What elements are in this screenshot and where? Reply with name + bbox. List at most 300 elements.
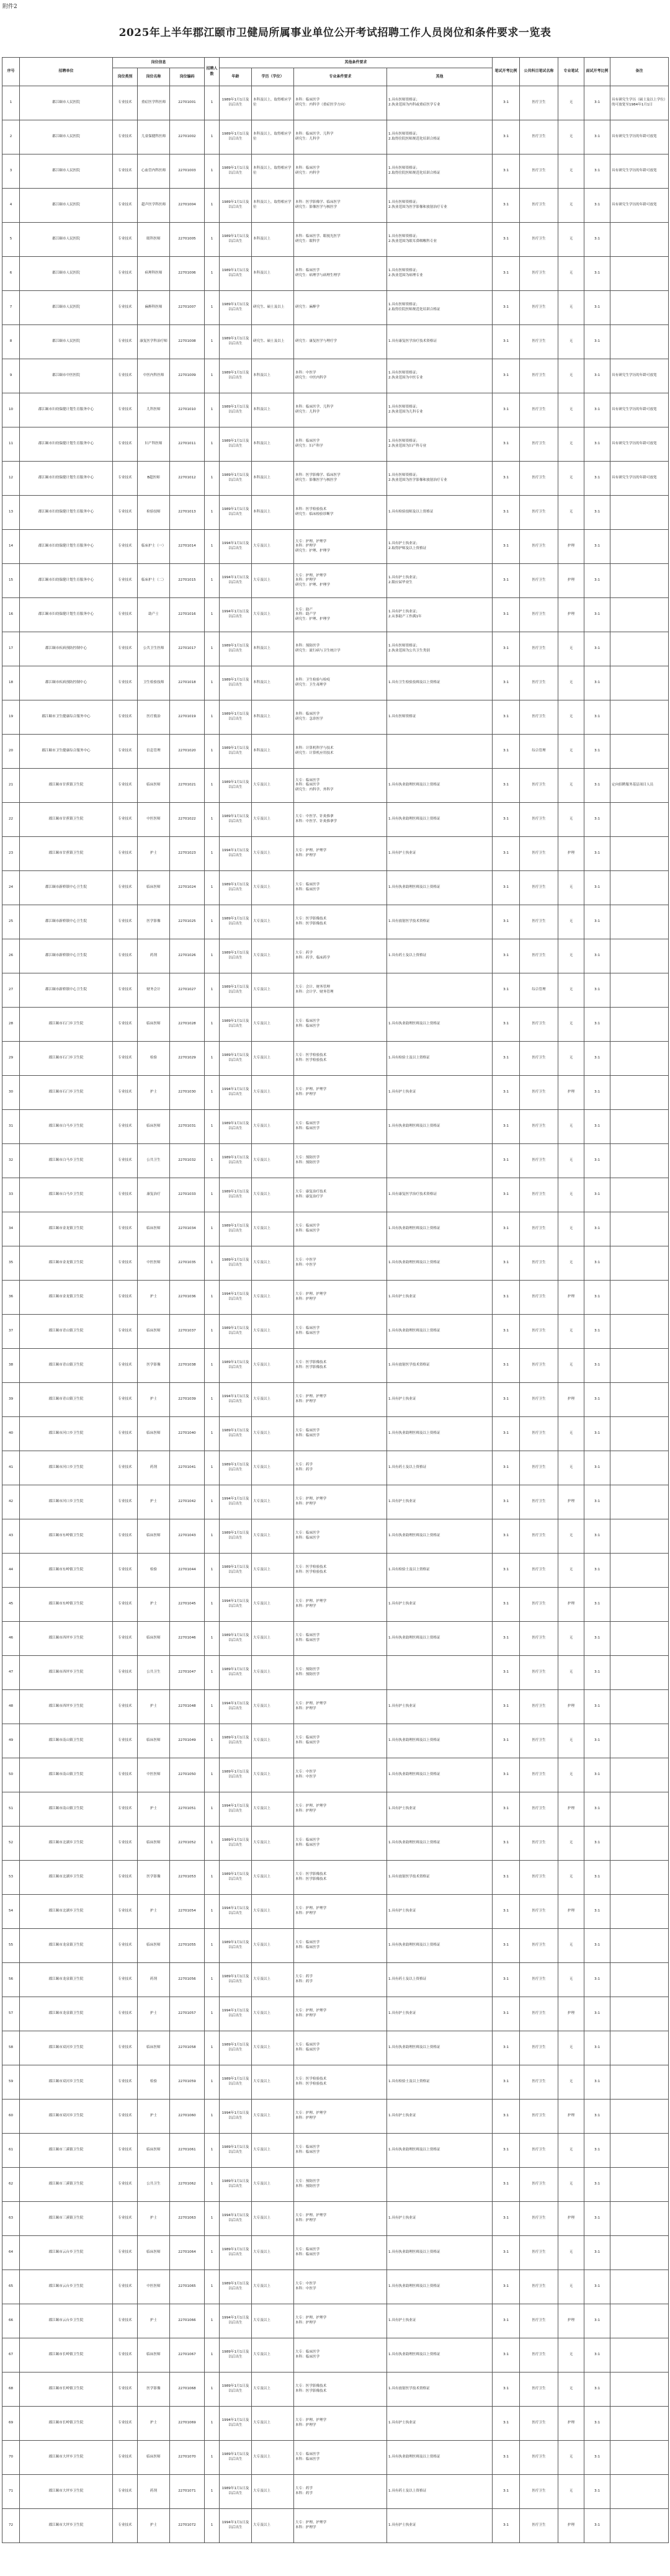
- cell-pro-test: 无: [558, 2270, 584, 2304]
- cell-quota: 1: [205, 2031, 220, 2065]
- cell-post-type: 专业技术: [113, 1008, 138, 1042]
- cell-post-name: 中医医师: [138, 1758, 170, 1792]
- cell-interview: 3:1: [584, 700, 610, 735]
- cell-major: 大专：护理、护理学 本科：护理学: [294, 1792, 387, 1827]
- cell-seq: 2: [2, 120, 20, 154]
- cell-exam-subject: 医疗卫生: [520, 393, 558, 427]
- cell-unit: 郡江颐市云台乡卫生院: [20, 2304, 113, 2338]
- cell-seq: 62: [2, 2168, 20, 2202]
- cell-interview: 3:1: [584, 1519, 610, 1554]
- cell-interview: 3:1: [584, 803, 610, 837]
- cell-interview: 3:1: [584, 393, 610, 427]
- cell-quota: 1: [205, 2509, 220, 2543]
- cell-pro-test: 无: [558, 1758, 584, 1792]
- cell-pro-test: 无: [558, 1724, 584, 1758]
- cell-major: 大专：临床医学 本科：临床医学: [294, 1622, 387, 1656]
- cell-post-name: 麻醉科医师: [138, 291, 170, 325]
- cell-quota: 1: [205, 496, 220, 530]
- cell-unit: 郡江颐市长岭镇卫生院: [20, 2373, 113, 2407]
- cell-age: 1994年1月1日及以后出生: [220, 2304, 252, 2338]
- cell-edu: 大专及以上: [252, 1417, 294, 1451]
- cell-interview: 3:1: [584, 2304, 610, 2338]
- cell-post-code: 22701038: [170, 1349, 205, 1383]
- cell-post-type: 专业技术: [113, 1315, 138, 1349]
- cell-edu: 大专及以上: [252, 1792, 294, 1827]
- cell-other: [387, 735, 493, 769]
- cell-interview: 3:1: [584, 939, 610, 973]
- cell-age: 1989年1月1日及以后出生: [220, 393, 252, 427]
- cell-unit: 郡江颐市双河乡卫生院: [20, 2031, 113, 2065]
- cell-unit: 郡江颐市卫生健康综合服务中心: [20, 700, 113, 735]
- cell-post-type: 专业技术: [113, 1758, 138, 1792]
- cell-exam-subject: 综合管理: [520, 973, 558, 1008]
- cell-pro-test: 无: [558, 769, 584, 803]
- table-row: [2, 496, 669, 530]
- table-row: [2, 1861, 669, 1895]
- cell-pro-test: 无: [558, 1178, 584, 1212]
- table-row: [2, 1929, 669, 1963]
- cell-post-name: 药剂: [138, 2475, 170, 2509]
- table-row: [2, 700, 669, 735]
- cell-pro-test: 护理: [558, 1792, 584, 1827]
- cell-edu: 大专及以上: [252, 2134, 294, 2168]
- cell-seq: 33: [2, 1178, 20, 1212]
- table-row: [2, 1212, 669, 1246]
- cell-post-name: 临床护士（二）: [138, 564, 170, 598]
- cell-remark: [610, 1827, 669, 1861]
- cell-remark: 具有研究生学历的年龄可放宽: [610, 154, 669, 189]
- cell-quota: 1: [205, 1861, 220, 1895]
- cell-edu: 大专及以上: [252, 2338, 294, 2373]
- cell-post-type: 专业技术: [113, 1963, 138, 1997]
- cell-other: 1.具有护士执业证: [387, 2304, 493, 2338]
- cell-major: 大专：护理、护理学 本科：护理学: [294, 1997, 387, 2031]
- cell-remark: [610, 803, 669, 837]
- cell-pro-test: 无: [558, 1417, 584, 1451]
- table-row: [2, 189, 669, 223]
- cell-interview: 3:1: [584, 496, 610, 530]
- cell-age: 1989年1月1日及以后出生: [220, 1929, 252, 1963]
- cell-pro-test: 无: [558, 632, 584, 666]
- cell-exam-ratio: 3:1: [493, 1690, 520, 1724]
- cell-exam-ratio: 3:1: [493, 1963, 520, 1997]
- attachment-label: 附件2: [2, 4, 17, 10]
- cell-interview: 3:1: [584, 632, 610, 666]
- cell-other: 1.具有护士执业证: [387, 1997, 493, 2031]
- cell-post-type: 专业技术: [113, 1383, 138, 1417]
- cell-major: 大专：护理、护理学 本科：护理学 研究生：护理、护理学: [294, 564, 387, 598]
- cell-other: 1.具有护士执业证: [387, 2509, 493, 2543]
- cell-other: 1.具有检验技师及以上资格证: [387, 496, 493, 530]
- cell-major: 大专：护理、护理学 本科：护理学: [294, 1076, 387, 1110]
- cell-post-type: 专业技术: [113, 1929, 138, 1963]
- cell-other: 1.具有卫生检验技师及以上资格证: [387, 666, 493, 700]
- cell-seq: 63: [2, 2202, 20, 2236]
- cell-edu: 大专及以上: [252, 1485, 294, 1519]
- cell-pro-test: 无: [558, 291, 584, 325]
- cell-post-name: 临床医师: [138, 1827, 170, 1861]
- cell-post-name: 药剂: [138, 1963, 170, 1997]
- cell-remark: 具有研究生学历的年龄可放宽: [610, 462, 669, 496]
- cell-edu: 大专及以上: [252, 1724, 294, 1758]
- cell-unit: 郡江颐市南山镇卫生院: [20, 1758, 113, 1792]
- cell-pro-test: 护理: [558, 1383, 584, 1417]
- cell-interview: 3:1: [584, 666, 610, 700]
- cell-remark: [610, 905, 669, 939]
- cell-exam-ratio: 3:1: [493, 735, 520, 769]
- cell-major: 大专：临床医学 本科：临床医学: [294, 1827, 387, 1861]
- cell-unit: 郡江颐市三溪镇卫生院: [20, 2134, 113, 2168]
- cell-seq: 18: [2, 666, 20, 700]
- cell-age: 1994年1月1日及以后出生: [220, 1690, 252, 1724]
- table-row: [2, 598, 669, 632]
- cell-pro-test: 无: [558, 2168, 584, 2202]
- cell-post-name: 心血管内科医师: [138, 154, 170, 189]
- cell-other: 1.具有医师资格证； 2.取得住院医师规范化培训合格证: [387, 154, 493, 189]
- cell-age: 1989年1月1日及以后出生: [220, 2373, 252, 2407]
- cell-pro-test: 无: [558, 666, 584, 700]
- cell-remark: [610, 291, 669, 325]
- cell-other: 1.具有医师资格证； 2.执业范围为医学影像和放射治疗专业: [387, 462, 493, 496]
- cell-age: 1994年1月1日及以后出生: [220, 837, 252, 871]
- cell-unit: 郡江颐市人民医院: [20, 257, 113, 291]
- table-row: [2, 2100, 669, 2134]
- cell-seq: 68: [2, 2373, 20, 2407]
- table-row: [2, 2304, 669, 2338]
- cell-other: 1.具有护士执业证； 2.取得护师及以上资格证: [387, 530, 493, 564]
- cell-post-type: 专业技术: [113, 1281, 138, 1315]
- cell-pro-test: 无: [558, 905, 584, 939]
- cell-quota: 1: [205, 1349, 220, 1383]
- cell-edu: 本科及以上: [252, 223, 294, 257]
- document-title: 2025年上半年郡江颐市卫健局所属事业单位公开考试招聘工作人员岗位和条件要求一览表: [118, 27, 552, 39]
- cell-age: 1989年1月1日及以后出生: [220, 2441, 252, 2475]
- cell-exam-ratio: 3:1: [493, 2373, 520, 2407]
- cell-interview: 3:1: [584, 223, 610, 257]
- cell-edu: 大专及以上: [252, 1997, 294, 2031]
- cell-age: 1994年1月1日及以后出生: [220, 1076, 252, 1110]
- cell-unit: 郡江颐市东岭镇卫生院: [20, 1588, 113, 1622]
- cell-major: 大专：临床医学 本科：临床医学: [294, 1212, 387, 1246]
- cell-edu: 研究生、硕士及以上: [252, 325, 294, 359]
- cell-age: 1989年1月1日及以后出生: [220, 359, 252, 393]
- cell-other: 1.具有执业助理医师及以上资格证: [387, 769, 493, 803]
- cell-pro-test: 无: [558, 1451, 584, 1485]
- cell-exam-subject: 医疗卫生: [520, 2407, 558, 2441]
- cell-post-type: 专业技术: [113, 2202, 138, 2236]
- cell-exam-ratio: 3:1: [493, 2031, 520, 2065]
- cell-edu: 大专及以上: [252, 1554, 294, 1588]
- cell-post-name: 临床医师: [138, 1315, 170, 1349]
- cell-major: 大专：临床医学 本科：临床医学: [294, 1519, 387, 1554]
- cell-unit: 郡江颐市甘蕉镇卫生院: [20, 837, 113, 871]
- cell-edu: 大专及以上: [252, 1110, 294, 1144]
- cell-post-type: 专业技术: [113, 1519, 138, 1554]
- header-unit: 招聘单位: [20, 58, 113, 86]
- cell-exam-ratio: 3:1: [493, 1929, 520, 1963]
- cell-age: 1989年1月1日及以后出生: [220, 1519, 252, 1554]
- cell-unit: 郡江颐市金龙镇卫生院: [20, 1212, 113, 1246]
- cell-seq: 58: [2, 2031, 20, 2065]
- cell-remark: [610, 2475, 669, 2509]
- cell-major: 大专：护理、护理学 本科：护理学: [294, 837, 387, 871]
- cell-post-name: 临床医师: [138, 1929, 170, 1963]
- cell-exam-subject: 医疗卫生: [520, 1042, 558, 1076]
- cell-remark: 具有研究生学历的年龄可放宽: [610, 427, 669, 462]
- cell-edu: 研究生、硕士及以上: [252, 291, 294, 325]
- cell-pro-test: 无: [558, 359, 584, 393]
- cell-remark: [610, 2441, 669, 2475]
- cell-post-name: 护士: [138, 1383, 170, 1417]
- cell-quota: 1: [205, 154, 220, 189]
- cell-pro-test: 无: [558, 393, 584, 427]
- cell-unit: 郡江颐市长岭镇卫生院: [20, 2338, 113, 2373]
- cell-pro-test: 护理: [558, 1076, 584, 1110]
- cell-post-type: 专业技术: [113, 86, 138, 120]
- cell-interview: 3:1: [584, 1758, 610, 1792]
- cell-unit: 郡江颐市妇幼保健计划生育服务中心: [20, 530, 113, 564]
- cell-post-code: 22701025: [170, 905, 205, 939]
- cell-major: 大专：护理、护理学 本科：护理学: [294, 2407, 387, 2441]
- table-row: [2, 1827, 669, 1861]
- cell-unit: 郡江颐市妇幼保健计划生育服务中心: [20, 564, 113, 598]
- cell-exam-subject: 医疗卫生: [520, 905, 558, 939]
- cell-other: 1.具有执业助理医师及以上资格证: [387, 1212, 493, 1246]
- cell-remark: [610, 1724, 669, 1758]
- cell-exam-ratio: 3:1: [493, 325, 520, 359]
- cell-post-type: 专业技术: [113, 871, 138, 905]
- cell-seq: 5: [2, 223, 20, 257]
- cell-post-name: 临床医师: [138, 1417, 170, 1451]
- cell-exam-ratio: 3:1: [493, 1246, 520, 1281]
- cell-post-name: 检验: [138, 1554, 170, 1588]
- cell-exam-subject: 医疗卫生: [520, 2100, 558, 2134]
- cell-quota: 1: [205, 1281, 220, 1315]
- cell-quota: 1: [205, 1997, 220, 2031]
- cell-post-name: 康复医学科治疗师: [138, 325, 170, 359]
- cell-unit: 郡江颐市金龙镇卫生院: [20, 1281, 113, 1315]
- cell-seq: 32: [2, 1144, 20, 1178]
- cell-pro-test: 无: [558, 496, 584, 530]
- cell-post-code: 22701033: [170, 1178, 205, 1212]
- cell-interview: 3:1: [584, 2065, 610, 2100]
- cell-other: 1.具有执业助理医师及以上资格证: [387, 2270, 493, 2304]
- cell-seq: 35: [2, 1246, 20, 1281]
- cell-exam-subject: 医疗卫生: [520, 1110, 558, 1144]
- cell-edu: 大专及以上: [252, 1315, 294, 1349]
- cell-unit: 郡江颐市妇幼保健计划生育服务中心: [20, 496, 113, 530]
- cell-pro-test: 无: [558, 735, 584, 769]
- cell-remark: [610, 1315, 669, 1349]
- cell-edu: 本科及以上: [252, 666, 294, 700]
- cell-pro-test: 无: [558, 1963, 584, 1997]
- cell-quota: 1: [205, 325, 220, 359]
- cell-interview: 3:1: [584, 2373, 610, 2407]
- cell-major: 大专：药学 本科：药学: [294, 1451, 387, 1485]
- cell-post-code: 22701031: [170, 1110, 205, 1144]
- cell-quota: 1: [205, 1656, 220, 1690]
- cell-post-type: 专业技术: [113, 2031, 138, 2065]
- cell-post-code: 22701043: [170, 1519, 205, 1554]
- cell-post-type: 专业技术: [113, 700, 138, 735]
- cell-exam-ratio: 3:1: [493, 2304, 520, 2338]
- cell-remark: [610, 939, 669, 973]
- cell-remark: [610, 2509, 669, 2543]
- cell-exam-subject: 医疗卫生: [520, 359, 558, 393]
- cell-major: 本科：临床医学 研究生：内科学: [294, 154, 387, 189]
- cell-unit: 郡江颐市北湖乡卫生院: [20, 1895, 113, 1929]
- cell-post-code: 22701036: [170, 1281, 205, 1315]
- cell-major: 大专：医学影像技术 本科：医学影像技术: [294, 905, 387, 939]
- cell-quota: 1: [205, 359, 220, 393]
- cell-pro-test: 无: [558, 86, 584, 120]
- cell-edu: 大专及以上: [252, 1383, 294, 1417]
- cell-post-name: 护士: [138, 2304, 170, 2338]
- cell-exam-subject: 医疗卫生: [520, 939, 558, 973]
- cell-exam-subject: 医疗卫生: [520, 1827, 558, 1861]
- cell-seq: 64: [2, 2236, 20, 2270]
- cell-exam-subject: 医疗卫生: [520, 462, 558, 496]
- cell-unit: 郡江颐市新桥镇中心卫生院: [20, 905, 113, 939]
- cell-exam-ratio: 3:1: [493, 2509, 520, 2543]
- cell-post-code: 22701030: [170, 1076, 205, 1110]
- cell-exam-ratio: 3:1: [493, 120, 520, 154]
- cell-post-code: 22701065: [170, 2270, 205, 2304]
- cell-exam-subject: 医疗卫生: [520, 86, 558, 120]
- cell-remark: [610, 1349, 669, 1383]
- cell-exam-ratio: 3:1: [493, 223, 520, 257]
- cell-seq: 15: [2, 564, 20, 598]
- cell-exam-ratio: 3:1: [493, 1315, 520, 1349]
- cell-other: 1.具有医师资格证； 2.执业范围为公共卫生类别: [387, 632, 493, 666]
- cell-seq: 8: [2, 325, 20, 359]
- cell-quota: 1: [205, 1042, 220, 1076]
- table-row: [2, 1588, 669, 1622]
- cell-post-name: 护士: [138, 1588, 170, 1622]
- table-row: [2, 1246, 669, 1281]
- cell-interview: 3:1: [584, 291, 610, 325]
- cell-post-name: 药剂: [138, 1451, 170, 1485]
- cell-age: 1994年1月1日及以后出生: [220, 2509, 252, 2543]
- cell-post-type: 专业技术: [113, 2338, 138, 2373]
- cell-quota: 1: [205, 1758, 220, 1792]
- cell-quota: 1: [205, 120, 220, 154]
- cell-exam-subject: 医疗卫生: [520, 1349, 558, 1383]
- cell-remark: [610, 666, 669, 700]
- cell-post-type: 专业技术: [113, 735, 138, 769]
- cell-other: 1.具有执业助理医师及以上资格证: [387, 1008, 493, 1042]
- cell-post-name: 公共卫生: [138, 2168, 170, 2202]
- cell-interview: 3:1: [584, 1246, 610, 1281]
- cell-seq: 71: [2, 2475, 20, 2509]
- cell-major: 大专：临床医学 本科：临床医学 研究生：内科学、外科学: [294, 769, 387, 803]
- cell-major: 大专：临床医学 本科：临床医学: [294, 2134, 387, 2168]
- cell-quota: 1: [205, 2407, 220, 2441]
- cell-seq: 59: [2, 2065, 20, 2100]
- cell-post-type: 专业技术: [113, 530, 138, 564]
- cell-post-code: 22701053: [170, 1861, 205, 1895]
- cell-other: 1.具有执业助理医师及以上资格证: [387, 2236, 493, 2270]
- cell-age: 1989年1月1日及以后出生: [220, 325, 252, 359]
- cell-exam-ratio: 3:1: [493, 1144, 520, 1178]
- cell-exam-ratio: 3:1: [493, 837, 520, 871]
- cell-remark: [610, 564, 669, 598]
- cell-post-type: 专业技术: [113, 359, 138, 393]
- cell-other: 1.具有执业助理医师及以上资格证: [387, 2134, 493, 2168]
- cell-post-code: 22701020: [170, 735, 205, 769]
- cell-age: 1989年1月1日及以后出生: [220, 1554, 252, 1588]
- cell-post-type: 专业技术: [113, 462, 138, 496]
- cell-other: 1.具有护士执业证: [387, 837, 493, 871]
- cell-major: 大专：临床医学 本科：临床医学: [294, 1929, 387, 1963]
- cell-edu: 本科及以上: [252, 735, 294, 769]
- cell-age: 1994年1月1日及以后出生: [220, 1485, 252, 1519]
- cell-pro-test: 无: [558, 1622, 584, 1656]
- cell-remark: [610, 1861, 669, 1895]
- cell-interview: 3:1: [584, 1212, 610, 1246]
- cell-exam-subject: 医疗卫生: [520, 1588, 558, 1622]
- cell-exam-subject: 医疗卫生: [520, 1178, 558, 1212]
- cell-post-type: 专业技术: [113, 1144, 138, 1178]
- cell-post-type: 专业技术: [113, 1827, 138, 1861]
- cell-exam-ratio: 3:1: [493, 2475, 520, 2509]
- cell-pro-test: 无: [558, 2441, 584, 2475]
- cell-seq: 70: [2, 2441, 20, 2475]
- cell-unit: 郡江颐市中医医院: [20, 359, 113, 393]
- cell-age: 1989年1月1日及以后出生: [220, 700, 252, 735]
- cell-edu: 大专及以上: [252, 564, 294, 598]
- cell-pro-test: 无: [558, 1827, 584, 1861]
- cell-exam-subject: 医疗卫生: [520, 1963, 558, 1997]
- cell-seq: 51: [2, 1792, 20, 1827]
- cell-age: 1989年1月1日及以后出生: [220, 632, 252, 666]
- cell-interview: 3:1: [584, 1929, 610, 1963]
- cell-remark: [610, 1554, 669, 1588]
- cell-unit: 郡江颐市白马乡卫生院: [20, 1110, 113, 1144]
- cell-post-code: 22701059: [170, 2065, 205, 2100]
- cell-seq: 12: [2, 462, 20, 496]
- cell-post-name: 检验: [138, 2065, 170, 2100]
- cell-seq: 56: [2, 1963, 20, 1997]
- cell-major: 本科：临床医学、儿科学 研究生：儿科学: [294, 393, 387, 427]
- cell-major: 大专：护理、护理学 本科：护理学: [294, 1895, 387, 1929]
- cell-remark: [610, 2168, 669, 2202]
- cell-major: 大专：护理、护理学 本科：护理学 研究生：护理、护理学: [294, 530, 387, 564]
- cell-post-name: 中医内科医师: [138, 359, 170, 393]
- cell-other: 1.具有护士执业证: [387, 1076, 493, 1110]
- cell-seq: 13: [2, 496, 20, 530]
- cell-edu: 本科及以上，取得相应学位: [252, 189, 294, 223]
- cell-remark: [610, 2100, 669, 2134]
- cell-age: 1989年1月1日及以后出生: [220, 1212, 252, 1246]
- cell-interview: 3:1: [584, 598, 610, 632]
- cell-exam-subject: 医疗卫生: [520, 1758, 558, 1792]
- cell-edu: 本科及以上: [252, 632, 294, 666]
- table-row: [2, 2407, 669, 2441]
- cell-major: 大专：中医学 本科：中医学: [294, 2270, 387, 2304]
- header-post-name: 岗位名称: [138, 68, 170, 86]
- cell-exam-subject: 医疗卫生: [520, 223, 558, 257]
- cell-other: [387, 2168, 493, 2202]
- cell-seq: 24: [2, 871, 20, 905]
- cell-other: 1.具有护士执业证: [387, 1485, 493, 1519]
- cell-remark: 具有研究生学历的年龄可放宽: [610, 189, 669, 223]
- cell-edu: 大专及以上: [252, 803, 294, 837]
- cell-exam-ratio: 3:1: [493, 462, 520, 496]
- cell-seq: 29: [2, 1042, 20, 1076]
- cell-exam-subject: 医疗卫生: [520, 564, 558, 598]
- cell-post-code: 22701058: [170, 2031, 205, 2065]
